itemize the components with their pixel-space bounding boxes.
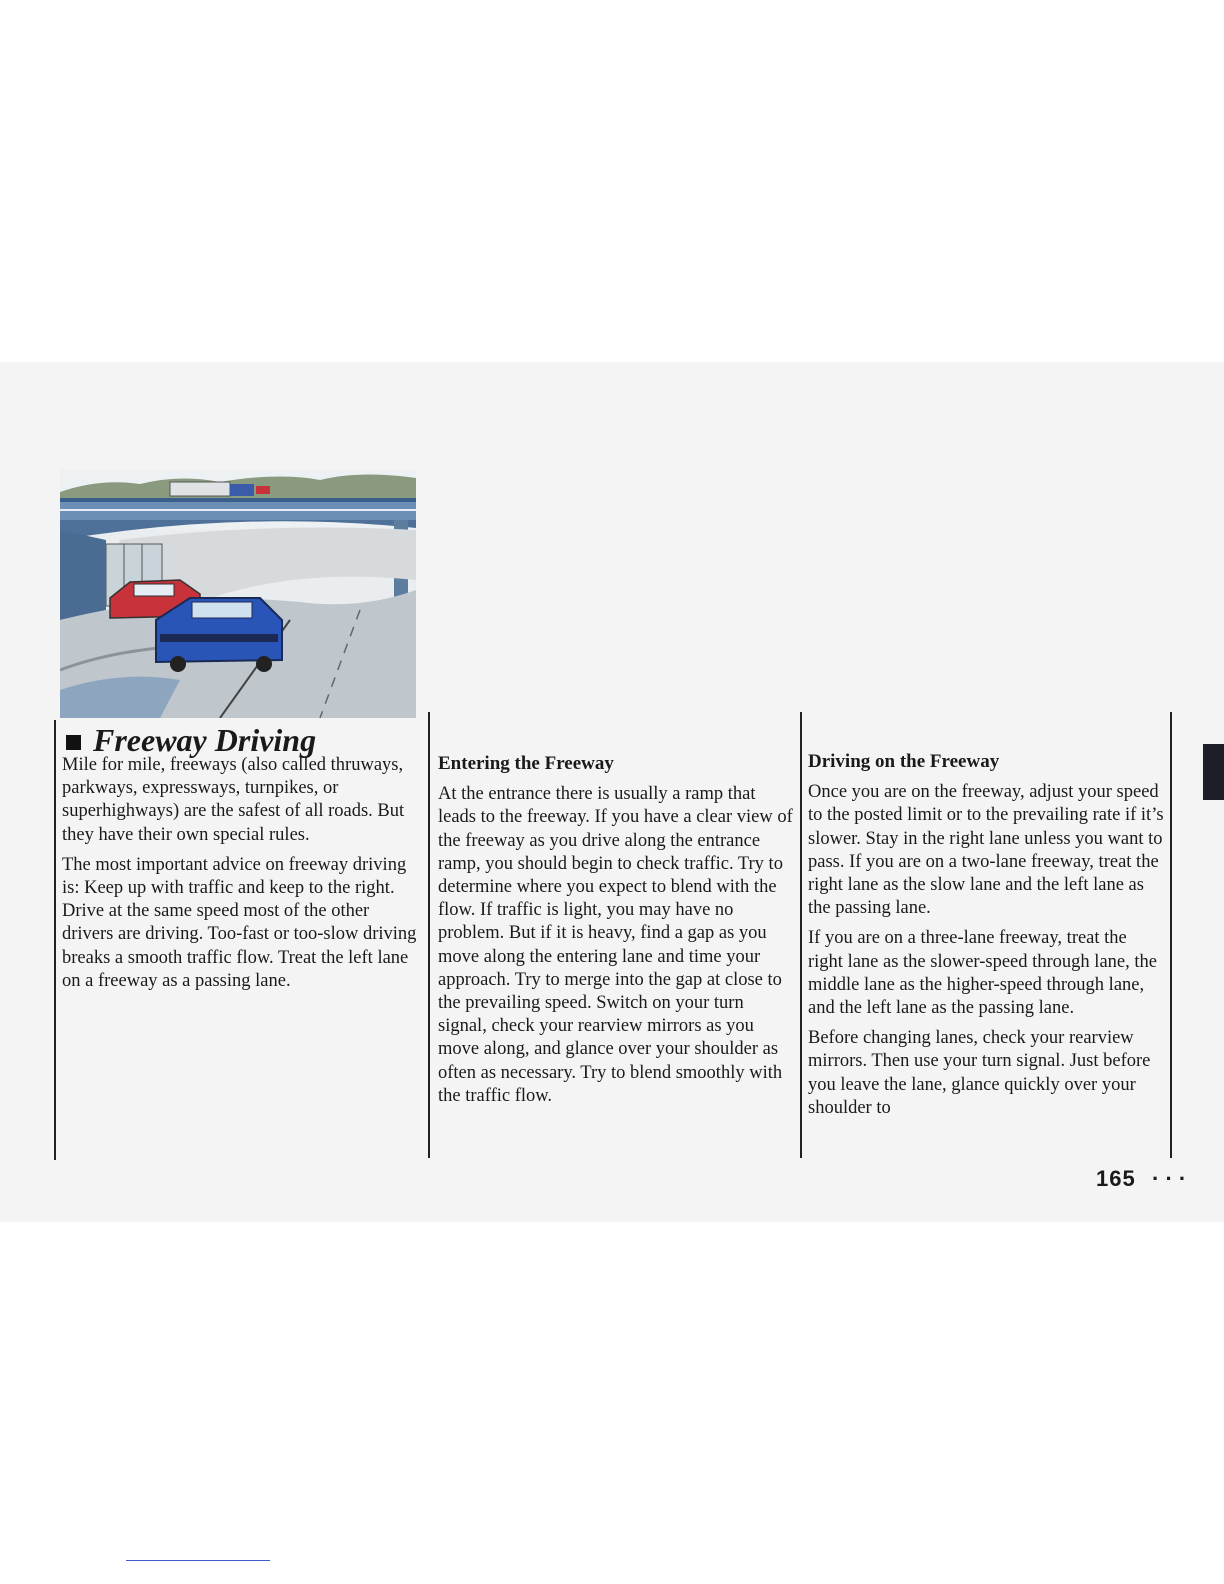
page-continuation-dots: · · · <box>1152 1166 1187 1191</box>
column-rule-far-right <box>1170 712 1172 1158</box>
page-number: 165 <box>1096 1166 1136 1191</box>
entering-heading: Entering the Freeway <box>438 753 614 774</box>
intro-column <box>62 754 422 1000</box>
intro-paragraph-2: The most important advice on freeway driving is: Keep up with traffic and keep to the right. Drive at the same speed most of the other drivers are driving. Too-fast or too-slow driving breaks a smooth traffic flow. Treat the left lane on a freeway as a passing lane. <box>62 854 417 991</box>
driving-on-heading: Driving on the Freeway <box>808 751 1000 772</box>
column-rule-right <box>800 712 802 1158</box>
intro-paragraph-1: Mile for mile, freeways (also called thruways, parkways, expressways, turnpikes, or superhighways) are the safest of all roads. But they have their own special rules. <box>62 755 405 845</box>
entering-paragraph: At the entrance there is usually a ramp that leads to the freeway. If you have a clear view of the freeway as you drive along the entrance ramp, you should begin to check traffic. Try to determine where you expect to blend with the flow. If traffic is light, you may have no problem. But if it is heavy, find a gap as you move along the entering lane and time your approach. Try to merge into the gap at close to the prevailing speed. Switch on your turn signal, check your rearview mirrors as you move along, and glance over your shoulder as often as necessary. Try to blend smoothly with the traffic flow. <box>438 784 793 1106</box>
driving-on-paragraph-1: Once you are on the freeway, adjust your speed to the posted limit or to the prevailing rate if it’s slower. Stay in the right lane unless you want to pass. If you are on a two-lane freeway, treat the right lane as the slow lane and the left lane as the passing lane. <box>808 782 1164 919</box>
freeway-illustration <box>60 470 416 718</box>
driving-on-paragraph-3: Before changing lanes, check your rearview mirrors. Then use your turn signal. Just before you leave the lane, glance quickly over your shoulder to <box>808 1028 1151 1118</box>
chapter-tab-marker <box>1203 744 1224 800</box>
entering-column <box>438 752 794 1115</box>
bullet-square-icon <box>66 735 81 750</box>
driving-on-paragraph-2: If you are on a three-lane freeway, treat the right lane as the slower-speed through lane, the middle lane as the higher-speed through lane, and the left lane as the passing lane. <box>808 928 1157 1019</box>
column-rule-left <box>54 720 56 1160</box>
column-rule-mid <box>428 712 430 1158</box>
driving-on-column <box>808 750 1166 1127</box>
footer-link-underline <box>126 1560 270 1561</box>
section-title-text: Freeway Driving <box>93 721 317 758</box>
